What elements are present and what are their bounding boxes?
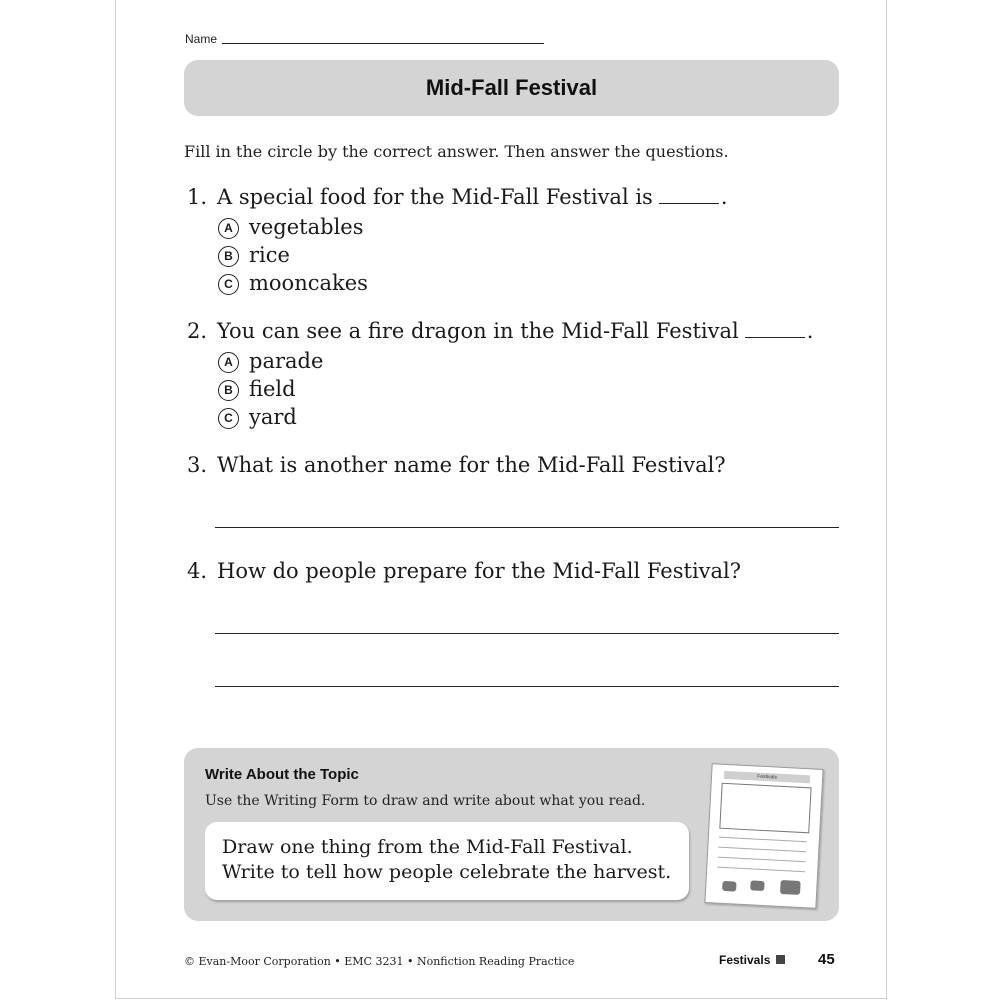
option-1c[interactable] — [218, 271, 368, 295]
answer-bubble-c[interactable]: C — [218, 274, 239, 295]
answer-bubble-b[interactable]: B — [218, 246, 239, 267]
thumbnail-illustration — [722, 881, 737, 892]
answer-line-3[interactable] — [215, 527, 839, 528]
question-end-punct: . — [806, 319, 814, 343]
section-name: Festivals — [719, 953, 771, 967]
option-1b[interactable] — [218, 243, 290, 267]
question-4 — [187, 559, 741, 583]
question-2 — [187, 319, 813, 343]
thumbnail-line — [719, 837, 807, 843]
answer-blank — [659, 202, 719, 204]
writing-form-thumbnail — [704, 763, 823, 909]
title-banner — [184, 60, 839, 116]
option-2a[interactable] — [218, 349, 323, 373]
page-title: Mid-Fall Festival — [425, 75, 598, 100]
question-text: How do people prepare for the Mid-Fall Festival? — [217, 559, 742, 583]
option-label: rice — [249, 243, 290, 267]
instructions: Fill in the circle by the correct answer. Then answer the questions. — [184, 142, 729, 161]
thumbnail-illustration — [780, 880, 801, 895]
answer-bubble-b[interactable]: B — [218, 380, 239, 401]
question-1 — [187, 185, 728, 209]
square-icon — [776, 955, 785, 964]
option-label: vegetables — [249, 215, 364, 239]
option-label: yard — [249, 405, 297, 429]
prompt-line-2: Write to tell how people celebrate the harvest. — [222, 861, 672, 883]
name-field-line[interactable] — [222, 43, 544, 44]
answer-line-4a[interactable] — [215, 633, 839, 634]
question-3 — [187, 453, 726, 477]
question-number: 1. — [187, 185, 208, 209]
question-number: 4. — [187, 559, 208, 583]
option-2b[interactable] — [218, 377, 296, 401]
answer-blank — [745, 336, 805, 338]
prompt-line-1: Draw one thing from the Mid-Fall Festival. — [222, 836, 633, 858]
answer-bubble-a[interactable]: A — [218, 218, 239, 239]
question-number: 2. — [187, 319, 208, 343]
option-1a[interactable] — [218, 215, 364, 239]
thumbnail-line — [718, 857, 806, 863]
thumbnail-line — [718, 847, 806, 853]
option-label: field — [249, 377, 296, 401]
question-text: A special food for the Mid-Fall Festival is — [217, 185, 653, 209]
answer-bubble-c[interactable]: C — [218, 408, 239, 429]
question-number: 3. — [187, 453, 208, 477]
thumbnail-line — [717, 867, 805, 873]
answer-line-4b[interactable] — [215, 686, 839, 687]
option-label: mooncakes — [249, 271, 368, 295]
thumbnail-illustration — [750, 880, 765, 891]
option-2c[interactable] — [218, 405, 297, 429]
option-label: parade — [249, 349, 324, 373]
copyright-footer: © Evan-Moor Corporation • EMC 3231 • Nonfiction Reading Practice — [184, 955, 575, 968]
thumbnail-drawing-frame — [719, 783, 811, 834]
answer-bubble-a[interactable]: A — [218, 352, 239, 373]
page-number: 45 — [818, 951, 835, 968]
section-label — [719, 953, 785, 967]
thumbnail-title: Festivals — [724, 771, 810, 783]
question-text: What is another name for the Mid-Fall Festival? — [217, 453, 726, 477]
name-label: Name — [185, 32, 218, 46]
topic-title: Write About the Topic — [205, 766, 359, 783]
question-end-punct: . — [720, 185, 728, 209]
question-text: You can see a fire dragon in the Mid-Fall Festival — [217, 319, 739, 343]
topic-subtitle: Use the Writing Form to draw and write about what you read. — [205, 793, 646, 809]
